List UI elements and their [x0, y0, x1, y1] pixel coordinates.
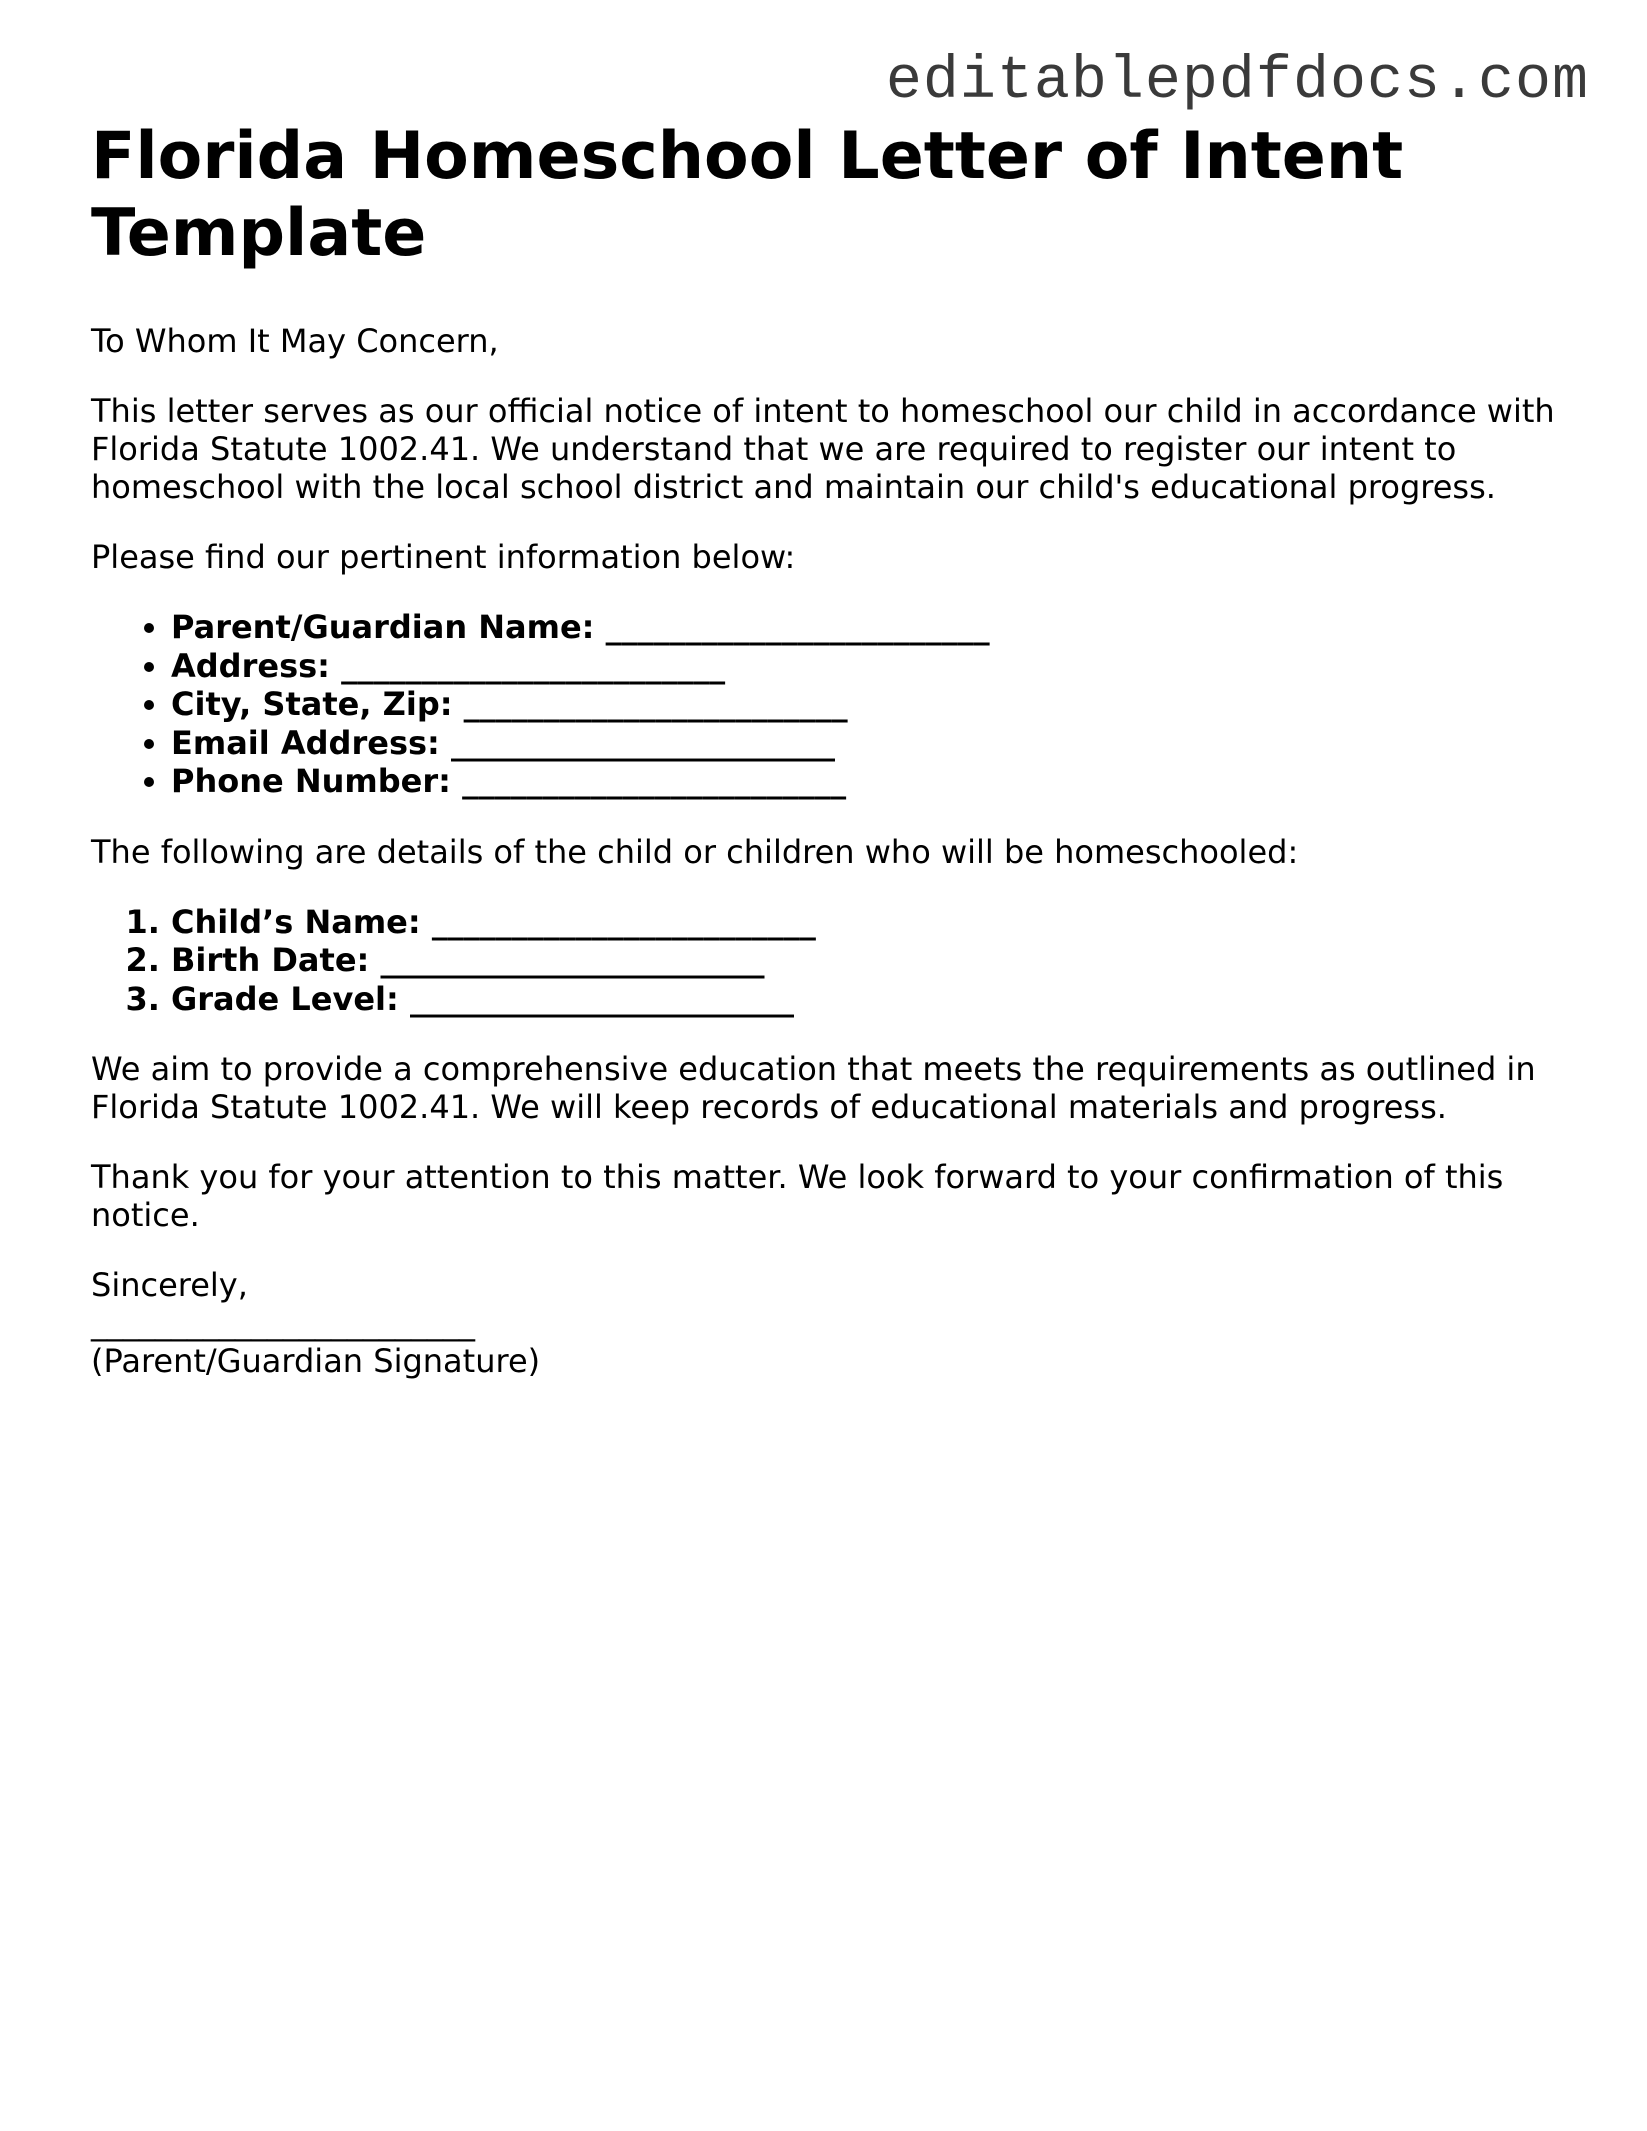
signature-line[interactable]: ________________________ [91, 1304, 475, 1342]
birth-date-item [171, 941, 1561, 980]
birth-date-field[interactable]: ________________________ [380, 941, 765, 979]
city-state-zip-field[interactable]: ________________________ [463, 685, 848, 723]
address-field[interactable]: ________________________ [341, 646, 726, 685]
parent-name-item [171, 608, 1561, 647]
parent-name-field[interactable]: ________________________ [605, 608, 990, 646]
child-name-label: Child’s Name: [171, 902, 421, 941]
child-name-item [171, 903, 1561, 942]
document-title: Florida Homeschool Letter of Intent Template [91, 119, 1404, 271]
signature-caption: (Parent/Guardian Signature) [91, 1342, 541, 1380]
phone-item [171, 762, 1561, 801]
birth-date-label: Birth Date: [171, 941, 370, 979]
closing: Sincerely, [91, 1266, 248, 1304]
watermark: editablepdfdocs.com [885, 48, 1589, 116]
address-label: Address: [171, 646, 330, 685]
phone-field[interactable]: ________________________ [462, 762, 847, 800]
city-state-zip-item [171, 685, 1561, 724]
email-item [171, 724, 1561, 763]
grade-level-item [171, 980, 1561, 1019]
intro-paragraph: This letter serves as our official notice of intent to homeschool our child in accordance with Florida Statute 1002.41. We understand that we are required to register our intent to homeschool with the local school district and maintain our child's educational progress. [91, 392, 1555, 506]
info-intro: Please find our pertinent information below: [91, 538, 796, 576]
greeting: To Whom It May Concern, [91, 322, 499, 360]
parent-info-list [91, 608, 1561, 801]
email-label: Email Address: [171, 723, 440, 762]
thanks-paragraph: Thank you for your attention to this matter. We look forward to your confirmation of this notice. [91, 1158, 1504, 1234]
parent-name-label: Parent/Guardian Name: [171, 608, 595, 646]
phone-label: Phone Number: [171, 762, 451, 800]
grade-level-label: Grade Level: [171, 979, 399, 1018]
aim-paragraph: We aim to provide a comprehensive education that meets the requirements as outlined in Florida Statute 1002.41. We will keep records of educational materials and progress. [91, 1050, 1536, 1126]
grade-level-field[interactable]: ________________________ [409, 979, 794, 1018]
email-field[interactable]: ________________________ [450, 723, 835, 762]
letter-document [91, 118, 1561, 1380]
child-name-field[interactable]: ________________________ [431, 902, 816, 941]
address-item [171, 647, 1561, 686]
child-info-list [91, 903, 1561, 1019]
children-intro: The following are details of the child or children who will be homeschooled: [91, 832, 1299, 871]
city-state-zip-label: City, State, Zip: [171, 685, 453, 723]
